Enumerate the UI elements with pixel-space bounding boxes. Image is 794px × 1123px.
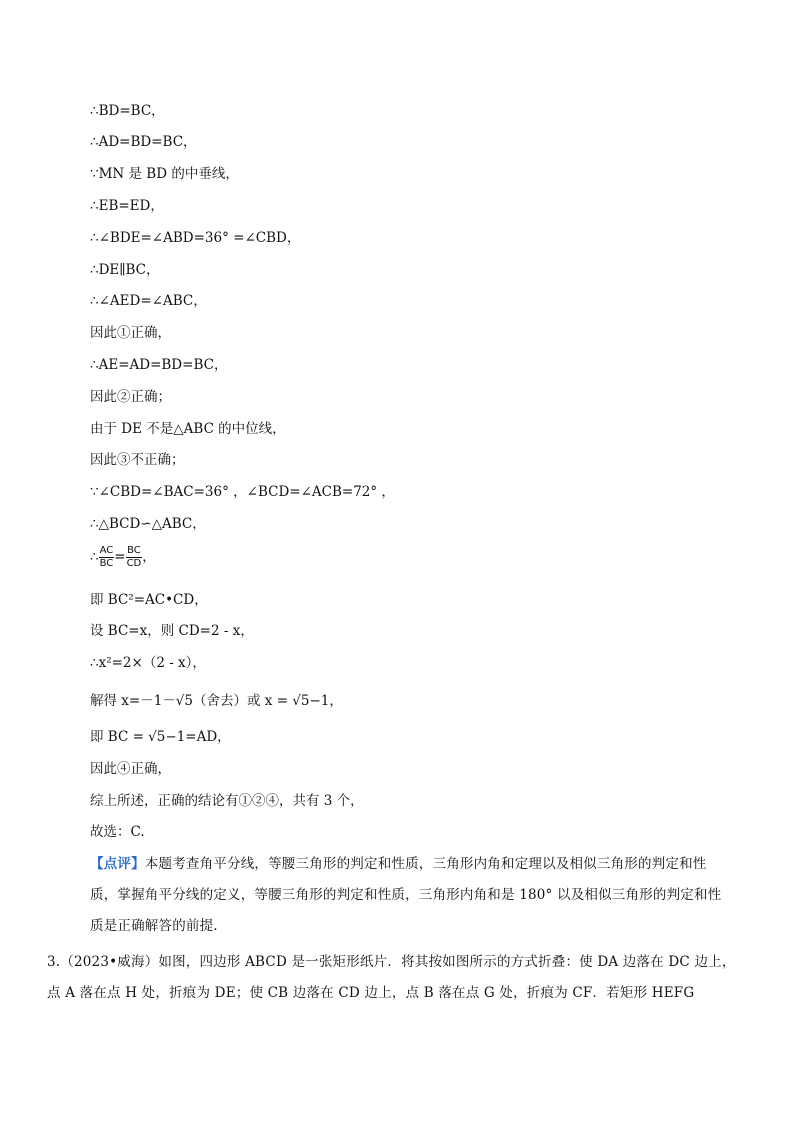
solution-line: 即 BC = √5−1=AD， [90,729,231,745]
fraction-numerator: BC [127,545,141,556]
fraction-numerator: AC [99,545,114,556]
solution-line: ∴∠AED=∠ABC， [90,293,207,309]
comment-paragraph [90,849,730,942]
solution-line: 综上所述，正确的结论有①②④，共有 3 个， [90,793,364,809]
solution-line: 即 BC²=AC•CD， [90,592,208,608]
solution-line: ∵MN 是 BD 的中垂线， [90,166,239,182]
solution-line: ∴x²=2×（2 - x）， [90,655,206,671]
comment-text: 本题考查角平分线，等腰三角形的判定和性质，三角形内角和定理以及相似三角形的判定和性质，掌握角平分线的定义，等腰三角形的判定和性质，三角形内角和是 180° 以及相似三角形的判定和性质是正确解答的前提. [90,856,722,934]
solution-line: ∴DE∥BC， [90,262,160,278]
solution-line: ∴EB=ED， [90,198,164,214]
fraction-denominator: BC [99,558,114,569]
comma: ， [142,549,156,565]
problem-3: 3.（2023•威海）如图，四边形 ABCD 是一张矩形纸片．将其按如图所示的方式折叠：使 DA 边落在 DC 边上，点 A 落在点 H 处，折痕为 DE；使 CB 边落在 CD 边上，点 B 落在点 G 处，折痕为 CF．若矩形 HEFG [47,954,736,1001]
solution-line: ∴∠BDE=∠ABD=36° =∠CBD， [90,230,301,246]
therefore-symbol: ∴ [90,549,99,565]
solution-line: 因此④正确， [90,761,171,777]
solution-line: 解得 x=－1－√5（舍去）或 x = √5−1， [90,693,343,709]
fraction-right [126,545,143,570]
solution-line: ∴△BCD∽△ABC， [90,516,206,532]
solution-line: ∵∠CBD=∠BAC=36° ，∠BCD=∠ACB=72° ， [90,484,395,500]
solution-line: 由于 DE 不是△ABC 的中位线， [90,421,286,437]
fraction-denominator: CD [126,558,142,569]
comment-tag: 【点评】 [90,856,145,872]
solution-line: 因此③不正确； [90,452,185,468]
fraction-equation [90,544,156,570]
solution-line: ∴BD=BC， [90,103,165,119]
solution-line: 故选：C. [90,824,145,840]
solution-line: ∴AD=BD=BC， [90,134,197,150]
solution-line: ∴AE=AD=BD=BC， [90,357,228,373]
solution-line: 因此①正确， [90,325,171,341]
solution-line: 设 BC=x，则 CD=2 - x， [90,623,254,639]
solution-line: 因此②正确； [90,389,171,405]
equals-sign: = [114,549,126,565]
fraction-left [99,545,115,570]
